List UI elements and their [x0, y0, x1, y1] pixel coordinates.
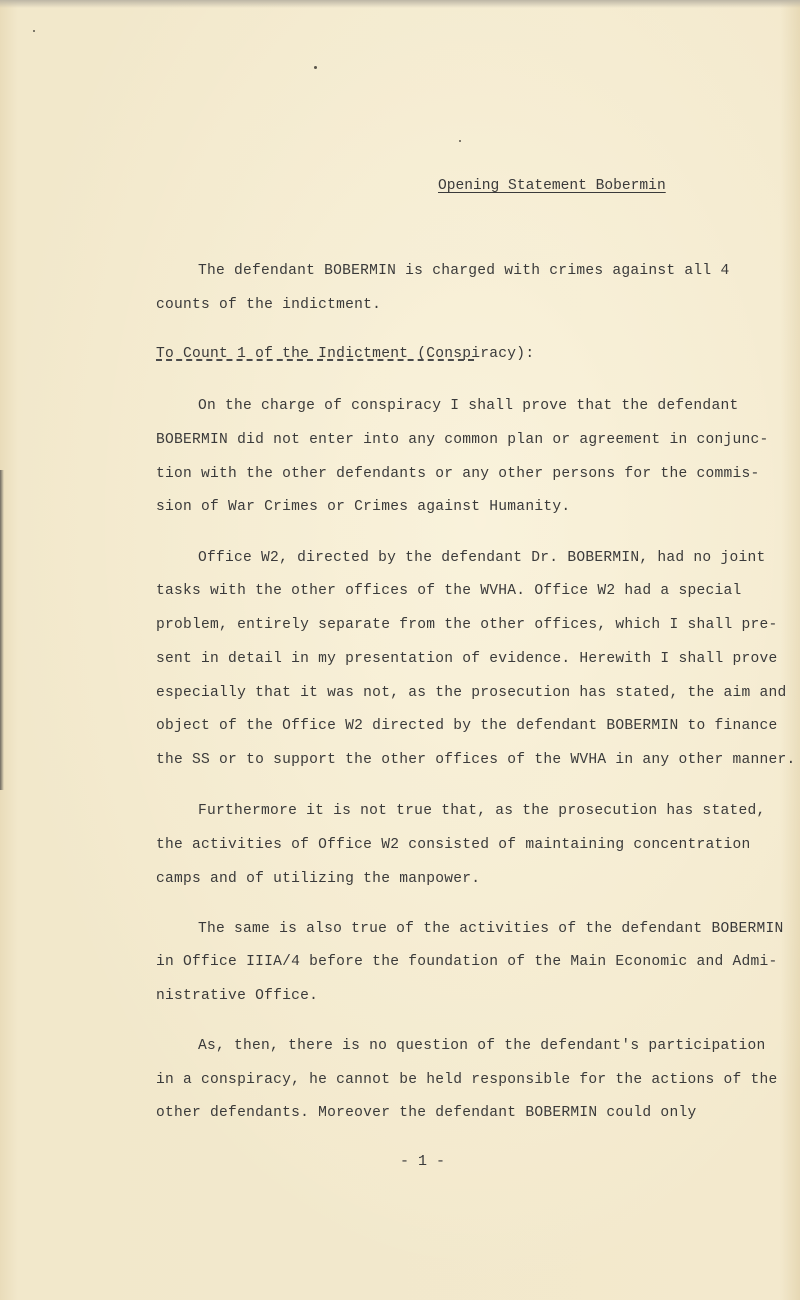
text-line: On the charge of conspiracy I shall prove that the defendant [198, 398, 739, 414]
page-number: - 1 - [400, 1153, 446, 1170]
text-line: camps and of utilizing the manpower. [156, 871, 481, 887]
text-line: object of the Office W2 directed by the defendant BOBERMIN to finance [156, 718, 778, 734]
text-line: Furthermore it is not true that, as the prosecution has stated, [198, 803, 766, 819]
text-line: Office W2, directed by the defendant Dr. BOBERMIN, had no joint [198, 550, 766, 566]
paper-speck [33, 30, 35, 32]
text-line: in Office IIIA/4 before the foundation of the Main Economic and Admi- [156, 954, 778, 970]
text-line: The defendant BOBERMIN is charged with crimes against all 4 [198, 263, 730, 279]
text-line: The same is also true of the activities of the defendant BOBERMIN [198, 921, 784, 937]
text-line: especially that it was not, as the prosecution has stated, the aim and [156, 685, 787, 701]
heading-dashed-underline [156, 359, 474, 361]
text-line: problem, entirely separate from the other offices, which I shall pre- [156, 617, 778, 633]
page-top-edge [0, 0, 800, 8]
text-line: in a conspiracy, he cannot be held responsible for the actions of the [156, 1072, 778, 1088]
page-left-edge [0, 470, 4, 790]
paper-speck [459, 140, 461, 142]
text-line: the activities of Office W2 consisted of maintaining concentration [156, 837, 751, 853]
section-heading: To Count 1 of the Indictment (Conspiracy): [156, 346, 535, 362]
text-line: sion of War Crimes or Crimes against Humanity. [156, 499, 571, 515]
text-line: As, then, there is no question of the defendant's participation [198, 1038, 766, 1054]
text-line: sent in detail in my presentation of evidence. Herewith I shall prove [156, 651, 778, 667]
text-line: tasks with the other offices of the WVHA. Office W2 had a special [156, 583, 742, 599]
text-line: BOBERMIN did not enter into any common plan or agreement in conjunc- [156, 432, 769, 448]
paper-speck [314, 66, 317, 69]
text-line: counts of the indictment. [156, 297, 382, 313]
text-line: tion with the other defendants or any other persons for the commis- [156, 466, 760, 482]
text-line: nistrative Office. [156, 988, 319, 1004]
text-line: the SS or to support the other offices of the WVHA in any other manner. [156, 752, 796, 768]
text-line: other defendants. Moreover the defendant BOBERMIN could only [156, 1105, 697, 1121]
document-title: Opening Statement Bobermin [438, 178, 666, 194]
